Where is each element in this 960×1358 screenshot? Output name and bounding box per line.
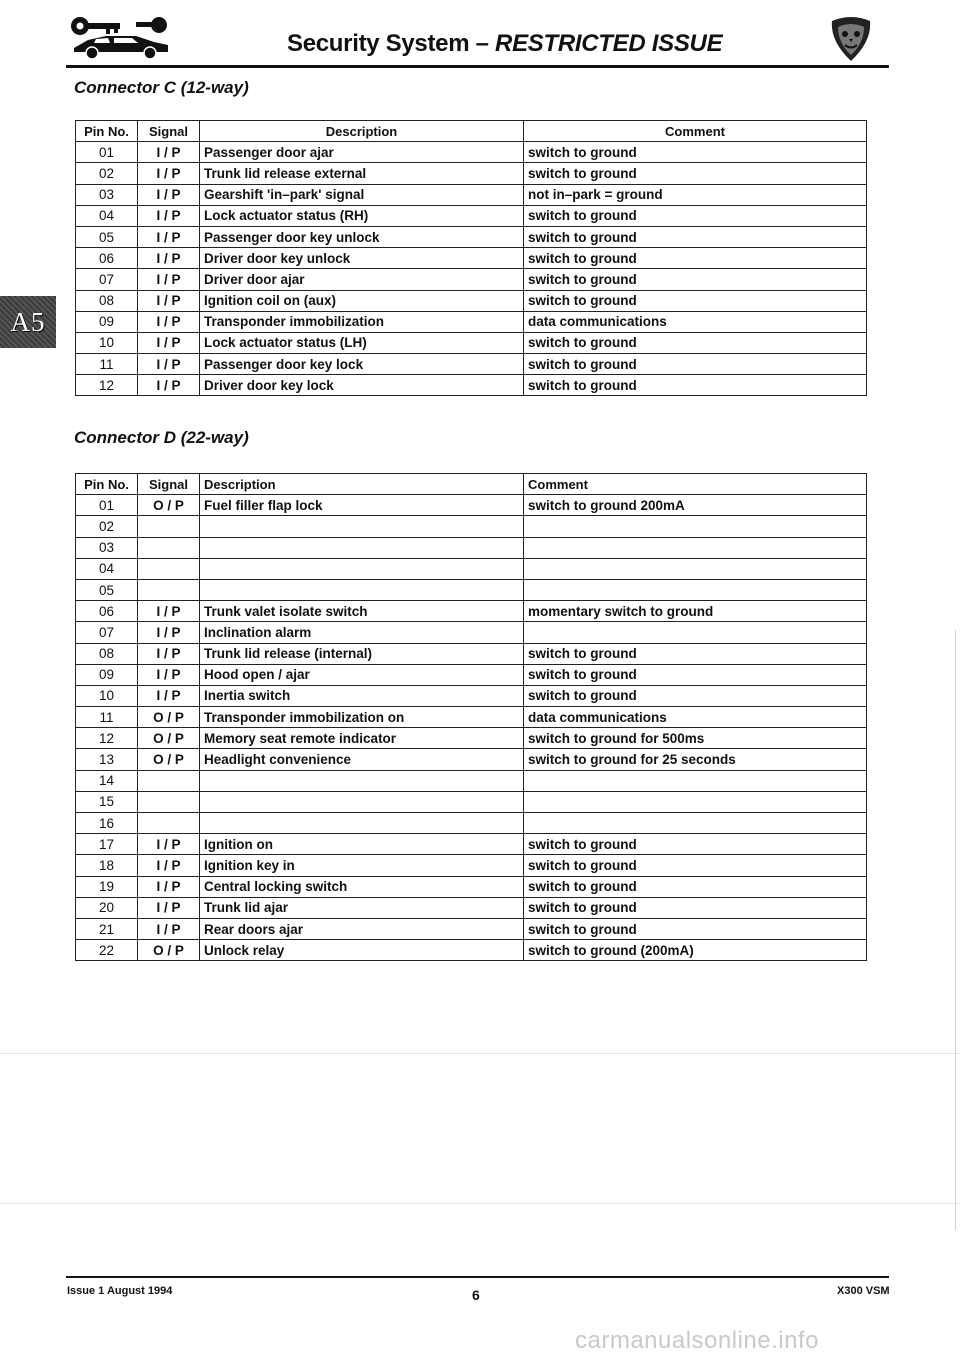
comment-cell: switch to ground — [524, 876, 867, 897]
table-row — [76, 537, 867, 558]
signal-cell — [138, 791, 200, 812]
table-row — [76, 918, 867, 939]
signal-cell: I / P — [138, 664, 200, 685]
description-cell: Ignition coil on (aux) — [200, 290, 524, 311]
description-cell — [200, 791, 524, 812]
header-signal: Signal — [138, 121, 200, 142]
comment-cell: switch to ground — [524, 269, 867, 290]
comment-cell: switch to ground — [524, 205, 867, 226]
pin-cell: 16 — [76, 813, 138, 834]
comment-cell: data communications — [524, 707, 867, 728]
table-row — [76, 516, 867, 537]
comment-cell — [524, 537, 867, 558]
comment-cell: switch to ground — [524, 248, 867, 269]
pin-cell: 08 — [76, 643, 138, 664]
comment-cell: switch to ground — [524, 142, 867, 163]
table-header-row — [76, 121, 867, 142]
table-row — [76, 685, 867, 706]
comment-cell: switch to ground — [524, 290, 867, 311]
description-cell: Memory seat remote indicator — [200, 728, 524, 749]
pin-cell: 05 — [76, 579, 138, 600]
signal-cell: I / P — [138, 834, 200, 855]
signal-cell: I / P — [138, 226, 200, 247]
comment-cell: switch to ground — [524, 332, 867, 353]
pin-cell: 09 — [76, 311, 138, 332]
pin-cell: 06 — [76, 248, 138, 269]
signal-cell — [138, 579, 200, 600]
section-tab-label: A5 — [10, 306, 46, 337]
table-row — [76, 876, 867, 897]
table-row — [76, 226, 867, 247]
pin-cell: 03 — [76, 537, 138, 558]
pin-cell: 05 — [76, 226, 138, 247]
signal-cell: O / P — [138, 728, 200, 749]
scan-line — [0, 1203, 960, 1204]
description-cell: Inclination alarm — [200, 622, 524, 643]
comment-cell: switch to ground — [524, 685, 867, 706]
comment-cell: switch to ground — [524, 897, 867, 918]
header-comment: Comment — [524, 121, 867, 142]
description-cell: Ignition key in — [200, 855, 524, 876]
pin-cell: 15 — [76, 791, 138, 812]
description-cell — [200, 537, 524, 558]
comment-cell: switch to ground (200mA) — [524, 940, 867, 961]
pin-cell: 19 — [76, 876, 138, 897]
table-row — [76, 834, 867, 855]
connector-c-table — [75, 120, 867, 396]
description-cell: Driver door key lock — [200, 375, 524, 396]
signal-cell — [138, 537, 200, 558]
table-row — [76, 897, 867, 918]
table-row — [76, 579, 867, 600]
section-tab-a5 — [0, 296, 56, 348]
description-cell — [200, 558, 524, 579]
table-row — [76, 184, 867, 205]
title-restricted: RESTRICTED ISSUE — [495, 30, 723, 57]
comment-cell: not in–park = ground — [524, 184, 867, 205]
comment-cell: switch to ground for 25 seconds — [524, 749, 867, 770]
signal-cell: I / P — [138, 876, 200, 897]
pin-cell: 04 — [76, 205, 138, 226]
pin-cell: 07 — [76, 269, 138, 290]
description-cell: Driver door ajar — [200, 269, 524, 290]
title-main: Security System – — [287, 30, 496, 57]
pin-cell: 10 — [76, 685, 138, 706]
header-signal: Signal — [138, 474, 200, 495]
table-row — [76, 375, 867, 396]
table-row — [76, 791, 867, 812]
description-cell: Trunk valet isolate switch — [200, 601, 524, 622]
header-description: Description — [200, 474, 524, 495]
signal-cell: I / P — [138, 205, 200, 226]
header-pin-no: Pin No. — [76, 121, 138, 142]
pin-cell: 20 — [76, 897, 138, 918]
signal-cell — [138, 516, 200, 537]
page-header — [0, 0, 960, 72]
signal-cell: I / P — [138, 184, 200, 205]
description-cell: Passenger door ajar — [200, 142, 524, 163]
pin-cell: 12 — [76, 375, 138, 396]
description-cell: Trunk lid release external — [200, 163, 524, 184]
description-cell: Inertia switch — [200, 685, 524, 706]
signal-cell: I / P — [138, 311, 200, 332]
description-cell: Trunk lid release (internal) — [200, 643, 524, 664]
pin-cell: 18 — [76, 855, 138, 876]
table-row — [76, 248, 867, 269]
pin-cell: 03 — [76, 184, 138, 205]
comment-cell: switch to ground 200mA — [524, 495, 867, 516]
table-row — [76, 558, 867, 579]
connector-d-title: Connector D (22-way) — [74, 428, 249, 447]
comment-cell — [524, 813, 867, 834]
pin-cell: 06 — [76, 601, 138, 622]
pin-cell: 11 — [76, 707, 138, 728]
jaguar-badge-icon — [828, 15, 874, 63]
signal-cell: I / P — [138, 643, 200, 664]
table-row — [76, 142, 867, 163]
table-row — [76, 770, 867, 791]
signal-cell: I / P — [138, 248, 200, 269]
connector-c-title: Connector C (12-way) — [74, 78, 249, 97]
table-row — [76, 495, 867, 516]
scan-line — [0, 1053, 960, 1054]
signal-cell: O / P — [138, 495, 200, 516]
scan-edge-line — [955, 630, 956, 1230]
description-cell: Fuel filler flap lock — [200, 495, 524, 516]
signal-cell: I / P — [138, 269, 200, 290]
table-row — [76, 205, 867, 226]
table-row — [76, 707, 867, 728]
description-cell — [200, 579, 524, 600]
comment-cell — [524, 516, 867, 537]
pin-cell: 13 — [76, 749, 138, 770]
table-header-row — [76, 474, 867, 495]
comment-cell: switch to ground — [524, 163, 867, 184]
watermark: carmanualsonline.info — [575, 1327, 819, 1354]
comment-cell: switch to ground — [524, 855, 867, 876]
page-title — [287, 30, 722, 58]
signal-cell: O / P — [138, 707, 200, 728]
description-cell — [200, 770, 524, 791]
table-row — [76, 749, 867, 770]
signal-cell: I / P — [138, 354, 200, 375]
signal-cell: I / P — [138, 163, 200, 184]
table-row — [76, 622, 867, 643]
footer-issue: Issue 1 August 1994 — [67, 1285, 173, 1297]
page-number: 6 — [472, 1287, 480, 1303]
comment-cell: momentary switch to ground — [524, 601, 867, 622]
description-cell: Headlight convenience — [200, 749, 524, 770]
description-cell: Ignition on — [200, 834, 524, 855]
footer-doc-code: X300 VSM — [837, 1285, 890, 1297]
pin-cell: 01 — [76, 142, 138, 163]
signal-cell — [138, 813, 200, 834]
signal-cell: I / P — [138, 290, 200, 311]
signal-cell: I / P — [138, 332, 200, 353]
header-comment: Comment — [524, 474, 867, 495]
comment-cell — [524, 770, 867, 791]
signal-cell: I / P — [138, 685, 200, 706]
pin-cell: 12 — [76, 728, 138, 749]
description-cell: Transponder immobilization — [200, 311, 524, 332]
pin-cell: 02 — [76, 516, 138, 537]
pin-cell: 11 — [76, 354, 138, 375]
table-row — [76, 311, 867, 332]
table-row — [76, 269, 867, 290]
comment-cell: switch to ground — [524, 918, 867, 939]
comment-cell — [524, 791, 867, 812]
signal-cell — [138, 770, 200, 791]
car-key-icon — [66, 12, 176, 62]
description-cell: Driver door key unlock — [200, 248, 524, 269]
table-row — [76, 855, 867, 876]
signal-cell: I / P — [138, 142, 200, 163]
signal-cell: O / P — [138, 749, 200, 770]
description-cell: Central locking switch — [200, 876, 524, 897]
comment-cell: data communications — [524, 311, 867, 332]
table-row — [76, 354, 867, 375]
comment-cell: switch to ground — [524, 226, 867, 247]
pin-cell: 17 — [76, 834, 138, 855]
pin-cell: 02 — [76, 163, 138, 184]
comment-cell: switch to ground — [524, 375, 867, 396]
header-description: Description — [200, 121, 524, 142]
pin-cell: 10 — [76, 332, 138, 353]
pin-cell: 07 — [76, 622, 138, 643]
table-row — [76, 664, 867, 685]
table-row — [76, 940, 867, 961]
table-row — [76, 728, 867, 749]
description-cell: Lock actuator status (LH) — [200, 332, 524, 353]
signal-cell: I / P — [138, 375, 200, 396]
description-cell: Rear doors ajar — [200, 918, 524, 939]
description-cell — [200, 813, 524, 834]
description-cell: Unlock relay — [200, 940, 524, 961]
table-row — [76, 163, 867, 184]
table-row — [76, 643, 867, 664]
header-pin-no: Pin No. — [76, 474, 138, 495]
description-cell: Gearshift 'in–park' signal — [200, 184, 524, 205]
connector-d-table — [75, 473, 867, 961]
comment-cell: switch to ground — [524, 354, 867, 375]
pin-cell: 04 — [76, 558, 138, 579]
signal-cell: I / P — [138, 855, 200, 876]
table-row — [76, 290, 867, 311]
comment-cell — [524, 622, 867, 643]
comment-cell: switch to ground — [524, 643, 867, 664]
description-cell: Transponder immobilization on — [200, 707, 524, 728]
description-cell — [200, 516, 524, 537]
pin-cell: 01 — [76, 495, 138, 516]
pin-cell: 08 — [76, 290, 138, 311]
description-cell: Hood open / ajar — [200, 664, 524, 685]
signal-cell: I / P — [138, 918, 200, 939]
comment-cell: switch to ground — [524, 664, 867, 685]
table-row — [76, 601, 867, 622]
header-rule — [66, 65, 889, 68]
comment-cell: switch to ground for 500ms — [524, 728, 867, 749]
pin-cell: 09 — [76, 664, 138, 685]
comment-cell — [524, 558, 867, 579]
description-cell: Trunk lid ajar — [200, 897, 524, 918]
comment-cell — [524, 579, 867, 600]
description-cell: Lock actuator status (RH) — [200, 205, 524, 226]
pin-cell: 22 — [76, 940, 138, 961]
signal-cell — [138, 558, 200, 579]
signal-cell: I / P — [138, 897, 200, 918]
signal-cell: I / P — [138, 622, 200, 643]
signal-cell: I / P — [138, 601, 200, 622]
table-row — [76, 332, 867, 353]
comment-cell: switch to ground — [524, 834, 867, 855]
description-cell: Passenger door key lock — [200, 354, 524, 375]
pin-cell: 21 — [76, 918, 138, 939]
description-cell: Passenger door key unlock — [200, 226, 524, 247]
signal-cell: O / P — [138, 940, 200, 961]
table-row — [76, 813, 867, 834]
footer-rule — [66, 1276, 889, 1278]
pin-cell: 14 — [76, 770, 138, 791]
